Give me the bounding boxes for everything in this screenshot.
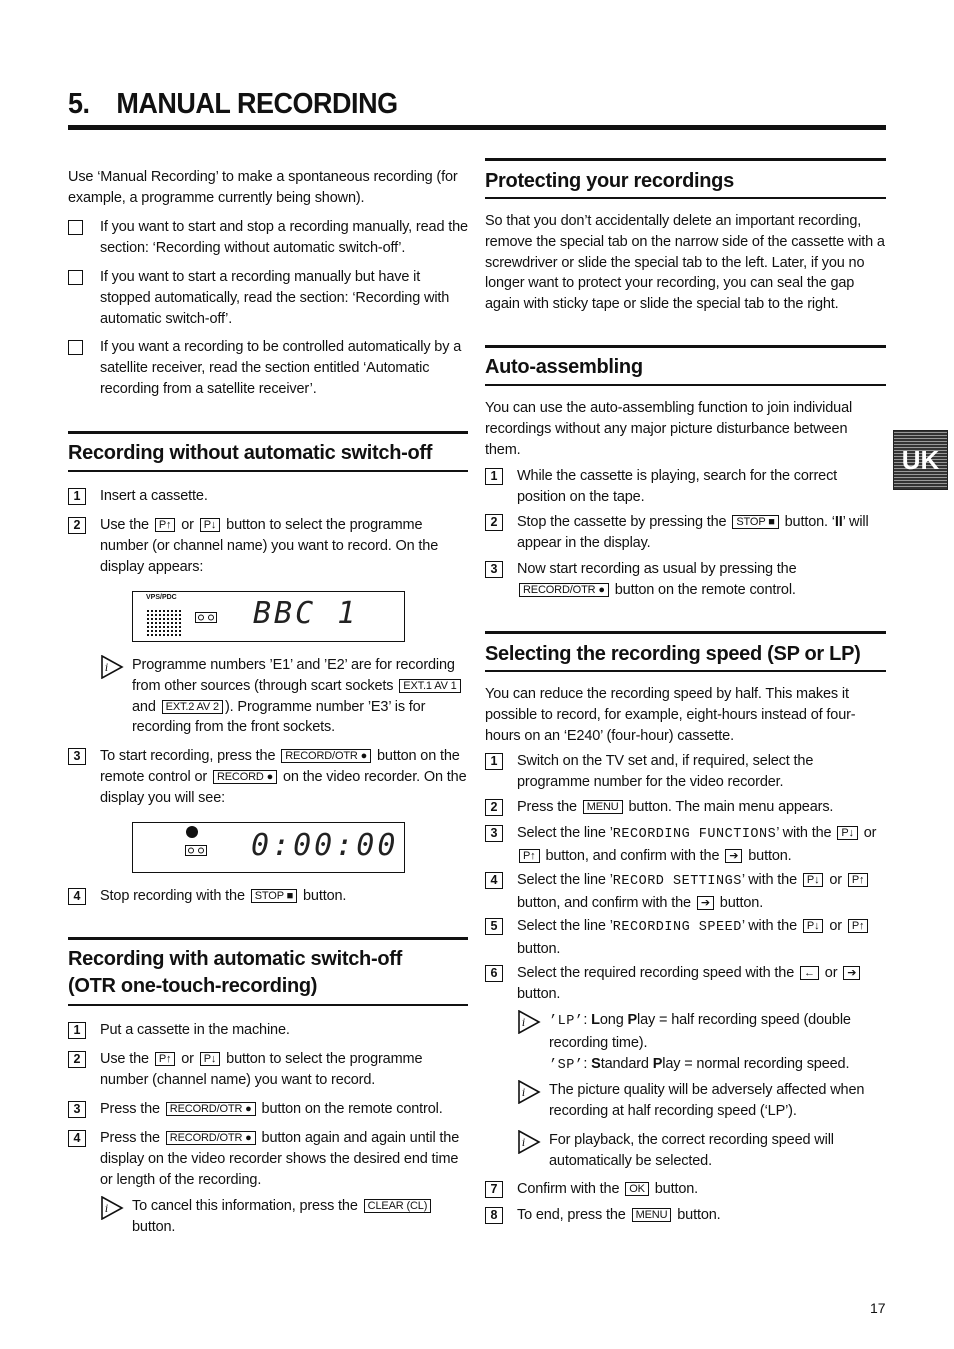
svg-text:i: i [105, 1204, 109, 1215]
section-heading: Recording with automatic switch-off (OTR one-touch-recording) [68, 948, 402, 997]
menu-key: MENU [632, 1208, 672, 1222]
info-icon [517, 1080, 541, 1104]
p-down-key: P↓ [200, 1052, 221, 1066]
page-title: 5. MANUAL RECORDING [68, 88, 398, 120]
ext1-key: EXT.1 AV 1 [399, 679, 460, 693]
step-item: 7 Confirm with the OK button. [485, 1179, 886, 1200]
p-up-key: P↑ [519, 849, 540, 863]
step-item: 1 Switch on the TV set and, if required, select the programme number for the video recorder. [485, 751, 886, 793]
vcr-display-programme: VPS/PDC BBC 1 [132, 591, 405, 642]
svg-text:i: i [522, 1018, 526, 1029]
ext2-key: EXT.2 AV 2 [162, 700, 223, 714]
step-item: 1 Put a cassette in the machine. [68, 1020, 468, 1041]
step-item: 3 To start recording, press the RECORD/OTR ● button on the remote control or RECORD ● on the video recorder. On the display you will see: [68, 746, 468, 808]
section-rule [68, 470, 468, 472]
note-item: i The picture quality will be adversely affected when recording at half recording speed (‘LP’). [517, 1080, 886, 1122]
cassette-icon [195, 612, 217, 624]
ok-key: OK [625, 1182, 649, 1196]
section-heading: Selecting the recording speed (SP or LP) [485, 643, 861, 665]
record-dot-icon [186, 826, 198, 838]
svg-text:i: i [522, 1138, 526, 1149]
info-icon [100, 1196, 124, 1220]
menu-key: MENU [583, 800, 623, 814]
section-heading: Protecting your recordings [485, 170, 734, 192]
display-channel-text: BBC 1 [253, 596, 359, 631]
step-item: 2 Use the P↑ or P↓ button to select the programme number (channel name) you want to record. [68, 1049, 468, 1091]
speed-intro: You can reduce the recording speed by half. This makes it possible to record, for example, eight-hours instead of four-hours on an ‘E240’ (four-hour) cassette. [485, 686, 856, 744]
section-rule [485, 670, 886, 672]
section-rule [485, 197, 886, 199]
stop-key: STOP ■ [251, 889, 297, 903]
record-otr-key: RECORD/OTR ● [519, 583, 609, 597]
section-heading: Auto-assembling [485, 356, 643, 378]
assemble-intro: You can use the auto-assembling function to join individual recordings without any major picture disturbance between them. [485, 400, 853, 458]
section-rule [485, 384, 886, 386]
signal-grid-icon [147, 610, 182, 636]
step-item: 8 To end, press the MENU button. [485, 1205, 886, 1226]
language-tab: UK [893, 430, 948, 490]
p-up-key: P↑ [848, 873, 869, 887]
section-rule [68, 1004, 468, 1006]
note-item: i ’LP’: Long Play = half recording speed (double recording time). ’SP’: Standard Play = normal recording speed. [517, 1010, 886, 1076]
record-key: RECORD ● [213, 770, 277, 784]
checkbox-icon [68, 220, 83, 235]
check-item: If you want to start and stop a recording manually, read the section: ‘Recording without automatic switch-off’. [68, 217, 468, 259]
step-item: 3 Now start recording as usual by pressing the RECORD/OTR ● button on the remote control. [485, 559, 886, 601]
right-arrow-key: ➔ [843, 966, 860, 980]
step-item: 5 Select the line ’RECORDING SPEED’ with the P↓ or P↑ button. [485, 916, 886, 960]
record-otr-key: RECORD/OTR ● [166, 1131, 256, 1145]
section-rule [68, 937, 468, 940]
cassette-icon [185, 845, 207, 857]
step-item: 6 Select the required recording speed with the ← or ➔ button. [485, 963, 886, 1005]
stop-key: STOP ■ [732, 515, 778, 529]
section-rule [485, 631, 886, 634]
p-down-key: P↓ [200, 518, 221, 532]
record-otr-key: RECORD/OTR ● [166, 1102, 256, 1116]
right-arrow-key: ➔ [725, 849, 742, 863]
section-heading: Recording without automatic switch-off [68, 442, 433, 464]
step-item: 4 Select the line ’RECORD SETTINGS’ with the P↓ or P↑ button, and confirm with the ➔ button. [485, 870, 886, 914]
record-otr-key: RECORD/OTR ● [281, 749, 371, 763]
step-item: 3 Select the line ’RECORDING FUNCTIONS’ with the P↓ or P↑ button, and confirm with the ➔ button. [485, 823, 886, 867]
pause-symbol: II [834, 514, 843, 530]
svg-text:i: i [105, 663, 109, 674]
right-arrow-key: ➔ [697, 896, 714, 910]
title-rule [68, 125, 886, 130]
page-number: 17 [870, 1300, 886, 1316]
step-item: 2 Use the P↑ or P↓ button to select the programme number (or channel name) you want to record. On the display appears: [68, 515, 468, 577]
step-item: 2 Press the MENU button. The main menu appears. [485, 797, 886, 818]
section-rule [485, 158, 886, 161]
p-down-key: P↓ [803, 873, 824, 887]
step-item: 4 Stop recording with the STOP ■ button. [68, 886, 468, 907]
svg-text:i: i [522, 1088, 526, 1099]
left-arrow-key: ← [800, 966, 819, 980]
p-down-key: P↓ [837, 826, 858, 840]
check-item: If you want a recording to be controlled automatically by a satellite receiver, read the section entitled ‘Automatic recording from a satellite receiver’. [68, 337, 468, 399]
clear-key: CLEAR (CL) [364, 1199, 432, 1213]
p-up-key: P↑ [848, 919, 869, 933]
section-rule [68, 431, 468, 434]
vcr-display-counter [132, 822, 405, 873]
display-counter-text: 0:00:00 [251, 828, 399, 863]
note-item: i To cancel this information, press the CLEAR (CL) button. [100, 1196, 468, 1238]
step-item: 2 Stop the cassette by pressing the STOP ■ button. ‘II’ will appear in the display. [485, 512, 886, 554]
step-item: 3 Press the RECORD/OTR ● button on the remote control. [68, 1099, 468, 1120]
info-icon [517, 1010, 541, 1034]
step-item: 4 Press the RECORD/OTR ● button again and again until the display on the video recorder shows the desired end time or length of the recording. [68, 1128, 468, 1190]
intro-text: Use ‘Manual Recording’ to make a spontaneous recording (for example, a programme currently being shown). [68, 169, 458, 206]
section-rule [485, 345, 886, 348]
protect-text: So that you don’t accidentally delete an important recording, remove the special tab on the narrow side of the cassette with a screwdriver or slide the special tab to the left. Later, if you no longer want to protect your recording, you can seal the gap again with sticky tape or slide the special tab to the right. [485, 213, 885, 313]
p-up-key: P↑ [155, 518, 176, 532]
step-item: 1 While the cassette is playing, search for the correct position on the tape. [485, 466, 886, 508]
checkbox-icon [68, 270, 83, 285]
p-up-key: P↑ [155, 1052, 176, 1066]
check-item: If you want to start a recording manually but have it stopped automatically, read the section: ‘Recording with automatic switch-off’. [68, 267, 468, 329]
p-down-key: P↓ [803, 919, 824, 933]
info-icon [100, 655, 124, 679]
info-icon [517, 1130, 541, 1154]
note-item: i For playback, the correct recording speed will automatically be selected. [517, 1130, 886, 1172]
note-item: i Programme numbers ’E1’ and ’E2’ are for recording from other sources (through scart sockets EXT.1 AV 1 and EXT.2 AV 2 ). Programme number ’E3’ is for recording from the front sockets. [100, 655, 468, 738]
checkbox-icon [68, 340, 83, 355]
step-item: 1 Insert a cassette. [68, 486, 468, 507]
